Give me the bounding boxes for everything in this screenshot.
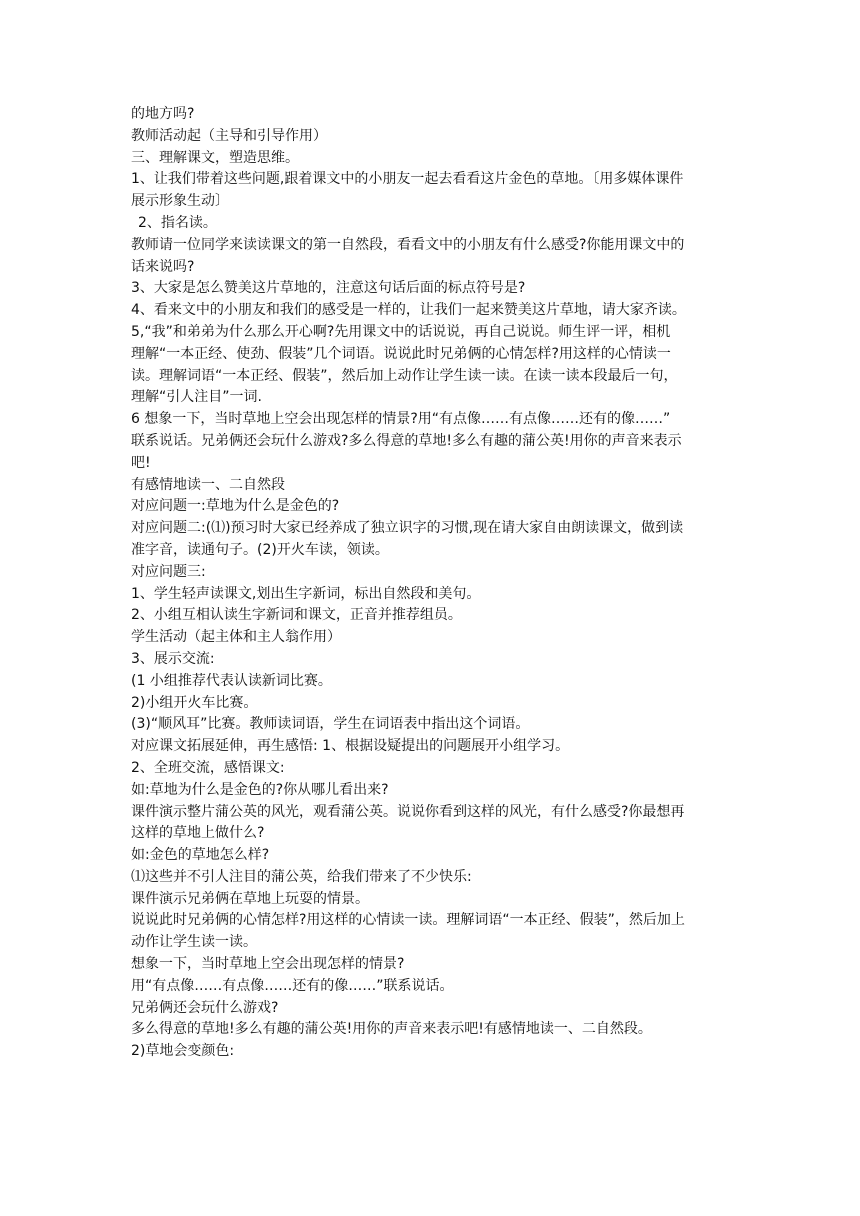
text-line: 用“有点像……有点像……还有的像……”联系说话。 (131, 977, 454, 994)
text-line: 如:金色的草地怎么样? (131, 847, 270, 864)
text-line: 动作让学生读一读。 (131, 934, 257, 951)
section-heading: 学生活动（起主体和主人翁作用） (131, 629, 341, 646)
text-line: 的地方吗? (131, 106, 195, 122)
text-line: 吧! (131, 454, 151, 471)
document-body (131, 104, 731, 1063)
text-line: 对应课文拓展延伸，再生感悟: 1、根据设疑提出的问题展开小组学习。 (131, 738, 570, 755)
text-line: 3、大家是怎么赞美这片草地的，注意这句话后面的标点符号是? (131, 280, 526, 297)
text-line: 对应问题三: (131, 563, 206, 580)
text-line: 1、学生轻声读课文,划出生字新词，标出自然段和美句。 (131, 585, 481, 602)
text-line: 读。理解词语“一本正经、假装”，然后加上动作让学生读一读。在读一读本段最后一句， (131, 367, 678, 384)
text-line: 理解“引人注目”一词. (131, 389, 262, 406)
text-line: 理解“一本正经、使劲、假装”几个词语。说说此时兄弟俩的心情怎样?用这样的心情读一 (131, 345, 671, 362)
text-line: 如:草地为什么是金色的?你从哪儿看出来? (131, 781, 389, 798)
text-line: 这样的草地上做什么? (131, 825, 265, 842)
text-line: 课件演示整片蒲公英的风光，观看蒲公英。说说你看到这样的风光，有什么感受?你最想再 (131, 803, 685, 820)
text-line: 教师请一位同学来读读课文的第一自然段，看看文中的小朋友有什么感受?你能用课文中的 (131, 236, 685, 253)
text-line: 2)草地会变颜色: (131, 1043, 235, 1060)
text-line: 想象一下，当时草地上空会出现怎样的情景? (131, 956, 405, 973)
section-heading: 有感情地读一、二自然段 (131, 476, 285, 493)
text-line: 2、全班交流，感悟课文: (131, 759, 285, 776)
text-line: 2、小组互相认读生字新词和课文，正音并推荐组员。 (131, 607, 462, 624)
text-line: (3)“顺风耳”比赛。教师读词语，学生在词语表中指出这个词语。 (131, 716, 530, 733)
text-line: 4、看来文中的小朋友和我们的感受是一样的，让我们一起来赞美这片草地，请大家齐读。 (131, 302, 686, 319)
text-line: (1 小组推荐代表认读新词比赛。 (131, 672, 332, 689)
section-heading: 三、理解课文，塑造思维。 (131, 149, 299, 166)
text-line: 准字音，读通句子。(2)开火车读，领读。 (131, 541, 389, 558)
text-line: 3、展示交流: (131, 650, 215, 667)
text-line: 展示形象生动〕 (131, 193, 229, 210)
text-line: 2)小组开火车比赛。 (131, 694, 258, 711)
text-line: 6 想象一下，当时草地上空会出现怎样的情景?用“有点像……有点像……还有的像……” (131, 411, 671, 428)
text-line: 5,“我”和弟弟为什么那么开心啊?先用课文中的话说说，再自己说说。师生评一评，相机 (131, 323, 671, 340)
text-line: 说说此时兄弟俩的心情怎样?用这样的心情读一读。理解词语“一本正经、假装”，然后加上 (131, 912, 685, 929)
text-line: 联系说话。兄弟俩还会玩什么游戏?多么得意的草地!多么有趣的蒲公英!用你的声音来表示 (131, 432, 682, 449)
section-heading: 教师活动起（主导和引导作用） (131, 127, 327, 144)
text-line: 对应问题一:草地为什么是金色的? (131, 498, 340, 515)
text-line: 多么得意的草地!多么有趣的蒲公英!用你的声音来表示吧!有感情地读一、二自然段。 (131, 1021, 652, 1038)
text-line: 对应问题二:(⑴)预习时大家已经养成了独立识字的习惯,现在请大家自由朗读课文，做到读 (131, 520, 684, 537)
text-line: 课件演示兄弟俩在草地上玩耍的情景。 (131, 890, 369, 907)
text-line: 2、指名读。 (138, 214, 217, 231)
text-line: 话来说吗? (131, 258, 195, 275)
text-line: 兄弟俩还会玩什么游戏? (131, 999, 279, 1016)
text-line: ⑴这些并不引人注目的蒲公英，给我们带来了不少快乐: (131, 868, 472, 885)
text-line: 1、让我们带着这些问题,跟着课文中的小朋友一起去看看这片金色的草地。〔用多媒体课件 (131, 171, 684, 188)
